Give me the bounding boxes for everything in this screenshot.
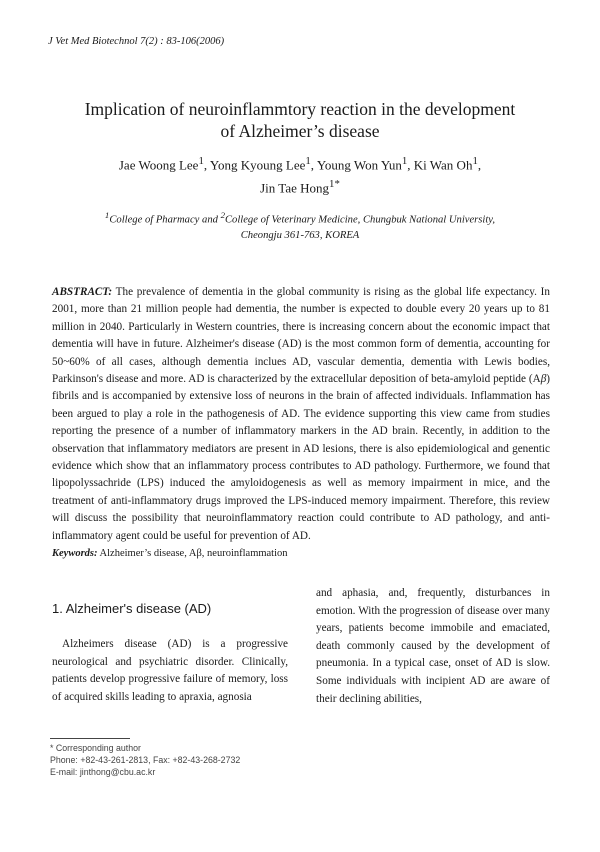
author-name: Ki Wan Oh: [413, 157, 473, 173]
body-paragraph: Alzheimers disease (AD) is a progressive neurological and psychiatric disorder. Clinically, patients develop progressive failure of memory, loss of acquired skills leading to apraxia, agnosia: [52, 638, 288, 703]
affiliation-line-1: [40, 208, 560, 228]
footnote-divider: [50, 738, 130, 739]
abstract-label: ABSTRACT:: [52, 286, 113, 298]
author-name: Young Won Yun: [316, 157, 402, 173]
author-line-2: [40, 175, 560, 198]
left-column: [52, 601, 288, 706]
keywords-text: Alzheimer’s disease, Aβ, neuroinflammation: [97, 548, 288, 559]
keywords-label: Keywords:: [52, 548, 98, 559]
footnote-phone: Phone: +82-43-261-2813, Fax: +82-43-268-2732: [50, 755, 241, 766]
right-column-paragraph: and aphasia, and, frequently, disturbances in emotion. With the progression of disease over many years, patients become immobile and emaciated, death commonly caused by the development of pneumonia. In a typical case, onset of AD is slow. Some individuals with incipient AD are aware of their declining abilities,: [316, 587, 550, 705]
title-line-2: of Alzheimer’s disease: [220, 121, 380, 141]
author-affil-mark: 1: [472, 155, 478, 167]
affil-text: College of Veterinary Medicine, Chungbuk National University,: [224, 214, 496, 226]
author-name: Jae Woong Lee: [118, 157, 199, 173]
author-name: Yong Kyoung Lee: [209, 157, 306, 173]
author-list: [40, 152, 560, 198]
author-separator: ,: [477, 157, 482, 173]
author-name: Jin Tae Hong: [260, 180, 330, 196]
footnote: [50, 742, 240, 779]
author-separator: ,: [310, 157, 317, 173]
abstract: [52, 284, 550, 545]
abstract-text: The prevalence of dementia in the global community is rising as the global life expectancy. In 2001, more than 21 million people had dementia, the number is expected to double every 20 years up to 81 million in 2040. Particularly in Western countries, there is increasing concern about the economic impact that dementia will have in future. Alzheimer's disease (AD) is the most common form of dementia, accounting for 50~60% of all cases, although dementia inclues AD, vascular dementia, dementia with Lewis bodies, Parkinson's disease and more. AD is characterized by the extracellular deposition of beta-amyloid peptide (A: [52, 286, 550, 386]
title-line-1: Implication of neuroinflammtory reaction in the development: [84, 99, 516, 119]
running-head: J Vet Med Biotechnol 7(2) : 83-106(2006): [48, 36, 225, 47]
affil-mark: 2: [220, 210, 225, 220]
beta-symbol: β: [540, 373, 547, 386]
author-affil-mark: 1: [305, 155, 311, 167]
abstract-text: ) fibrils and is accompanied by extensive loss of neurons in the brain of affected individuals. Inflammation has been argued to play a role in the pathogenesis of AD. The evidence supporting this view came from studies reporting the presence of a number of inflammatory markers in the AD brain. Recently, in addition to the observation that inflammatory mediators are present in AD lesions, there is also epidemiological and genentic evidence which show that an inflammatory process contributes to AD pathology. Furthermore, we found that lipopolyssachride (LPS) induced the amyloidogenesis as well as memory impairment in mice, and the treatment of anti-inflammatory drugs improved the LPS-induced memory impairment. Therefore, this review will discuss the possibility that neuroinflammatory reaction could contribute to AD pathology, and anti-inflammatory agent could be useful for prevention of AD.: [52, 373, 550, 542]
affil-mark: 1: [104, 210, 110, 220]
author-separator: ,: [407, 157, 414, 173]
section-heading: 1. Alzheimer's disease (AD): [52, 601, 212, 616]
footnote-corresponding: * Corresponding author: [50, 743, 141, 753]
paper-title: [40, 98, 560, 142]
affiliation: [40, 208, 560, 243]
author-separator: ,: [203, 157, 210, 173]
keywords: [52, 548, 288, 559]
footnote-email: E-mail: jinthong@cbu.ac.kr: [50, 767, 156, 778]
affiliation-line-2: Cheongju 361-763, KOREA: [240, 229, 360, 241]
author-affil-mark: 1: [198, 155, 204, 167]
affil-text: College of Pharmacy and: [109, 214, 221, 226]
author-affil-mark: 1*: [329, 177, 340, 190]
author-affil-mark: 1: [401, 155, 408, 167]
author-line-1: [40, 152, 560, 175]
